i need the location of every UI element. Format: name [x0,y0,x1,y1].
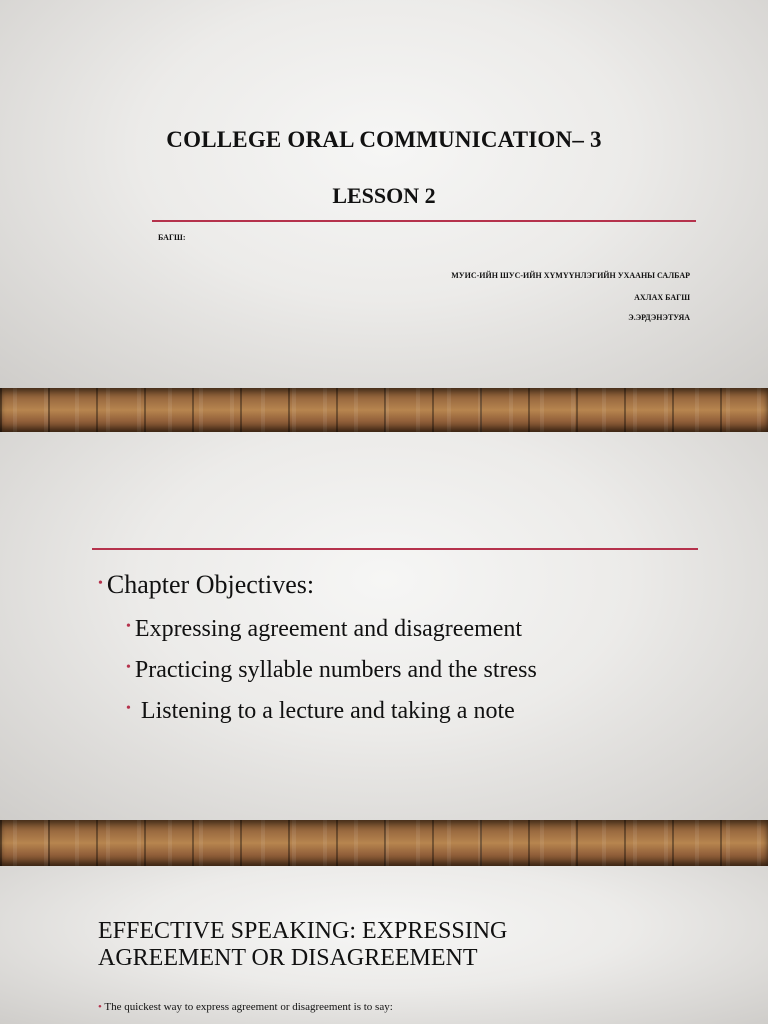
wood-floor-divider [0,388,768,432]
teacher-position: АХЛАХ БАГШ [634,293,690,302]
slide3-body [98,1001,393,1013]
objective-item: Practicing syllable numbers and the stress [134,657,537,683]
bullet-icon: • [126,660,131,675]
course-title: COLLEGE ORAL COMMUNICATION– 3 [166,127,602,152]
objective-item: Expressing agreement and disagreement [134,616,523,642]
list-item [126,698,537,725]
body-text: The quickest way to express agreement or disagreement is to say: [104,1001,393,1013]
teacher-name: Э.ЭРДЭНЭТУЯА [628,313,690,322]
effective-speaking-heading [98,918,658,972]
teacher-department: МУИС-ИЙН ШУС-ИЙН ХҮМҮҮНЛЭГИЙН УХААНЫ САЛБАР [451,271,690,280]
heading-line: AGREEMENT OR DISAGREEMENT [98,945,478,971]
bullet-icon: • [126,701,131,716]
objectives-list [98,570,537,739]
objectives-heading: Chapter Objectives: [106,570,315,599]
title-underline [152,220,696,222]
objectives-rule [92,548,698,550]
lesson-title: LESSON 2 [332,183,436,208]
wood-floor-divider [0,820,768,866]
teacher-label: БАГШ: [158,233,186,242]
bullet-icon: • [98,576,103,591]
bullet-icon: • [126,619,131,634]
list-item [98,570,537,600]
list-item [126,657,537,684]
list-item [126,616,537,643]
bullet-icon: • [98,1001,105,1013]
objective-item: Listening to a lecture and taking a note [134,698,515,724]
heading-line: EFFECTIVE SPEAKING: EXPRESSING [98,918,508,944]
